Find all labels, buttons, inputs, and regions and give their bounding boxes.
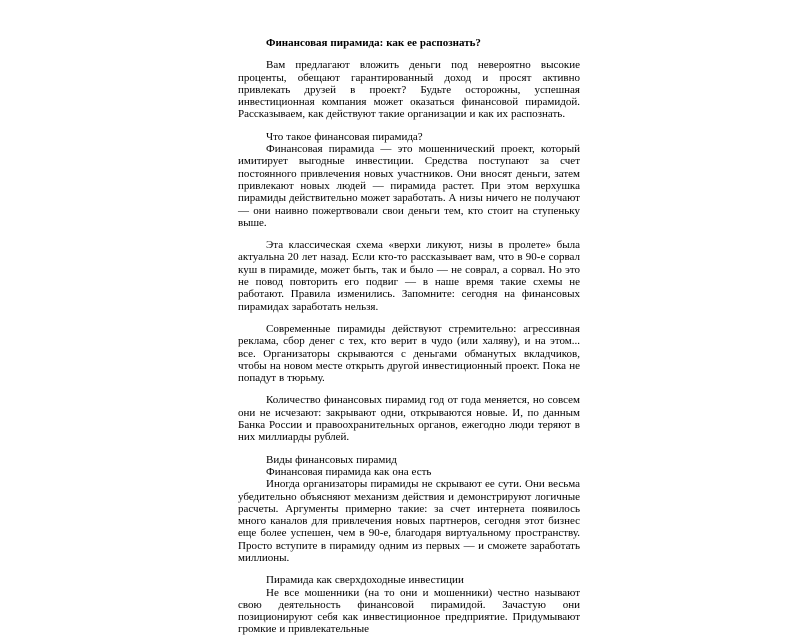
doc-subheading: Финансовая пирамида как она есть (266, 465, 432, 478)
doc-subheading: Пирамида как сверхдоходные инвестиции (266, 574, 464, 587)
doc-paragraph: Эта классическая схема «верхи ликуют, низы в пролете» была актуальна 20 лет назад. Если кто-то рассказывает вам, что в 90-е сорвал куш в пирамиде, может быть, так и было — не соврал, а сорвал. Но это не повод повторить его подвиг — в наше время такие схемы не работают. Правила изменились. Запомните: сегодня на финансовых пирамидах заработать нельзя. (238, 239, 580, 313)
doc-paragraph: Количество финансовых пирамид год от года меняется, но совсем они не исчезают: закрывают одни, открываются новые. И, по данным Банка России и правоохранительных органов, ежегодно люди теряют в них миллиарды рублей. (238, 394, 580, 444)
doc-paragraph: Не все мошенники (на то они и мошенники) честно называют свою деятельность финансовой пирамидой. Зачастую они позиционируют себя как инвестиционное предприятие. Придумывают громкие и привлекательные (238, 586, 580, 636)
doc-paragraph: Вам предлагают вложить деньги под невероятно высокие проценты, обещают гарантированный доход и просят активно привлекать друзей в проект? Будьте осторожны, успешная инвестиционная компания может оказаться финансовой пирамидой. Рассказываем, как действуют такие организации и как их распознать. (238, 59, 580, 121)
doc-paragraph: Иногда организаторы пирамиды не скрывают ее сути. Они весьма убедительно объясняют механизм действия и демонстрируют логичные расчеты. Аргументы примерно такие: за счет интернета появилось много каналов для привлечения новых партнеров, сегодня этот бизнес еще более успешен, чем в 90-е, благодаря виртуальному пространству. Просто вступите в пирамиду одним из первых — и сможете заработать миллионы. (238, 478, 580, 564)
doc-subheading: Виды финансовых пирамид (266, 453, 397, 466)
doc-paragraph: Современные пирамиды действуют стремительно: агрессивная реклама, сбор денег с тех, кто верит в чудо (или халяву), и на этом... все. Организаторы скрываются с деньгами обманутых вкладчиков, чтобы на новом месте открыть другой инвестиционный проект. Пока не попадут в тюрьму. (238, 322, 580, 385)
doc-title: Финансовая пирамида: как ее распознать? (266, 37, 481, 49)
doc-subheading: Что такое финансовая пирамида? (266, 130, 423, 143)
doc-paragraph: Финансовая пирамида — это мошеннический проект, который имитирует выгодные инвестиции. Средства поступают за счет постоянного привлечения новых участников. Они вносят деньги, затем привлекают новых людей — пирамида растет. При этом верхушка пирамиды действительно может заработать. А низы ничего не получают — они наивно пожертвовали свои деньги тем, кто стоит на ступеньку выше. (238, 143, 580, 229)
document-text-column (238, 37, 580, 636)
